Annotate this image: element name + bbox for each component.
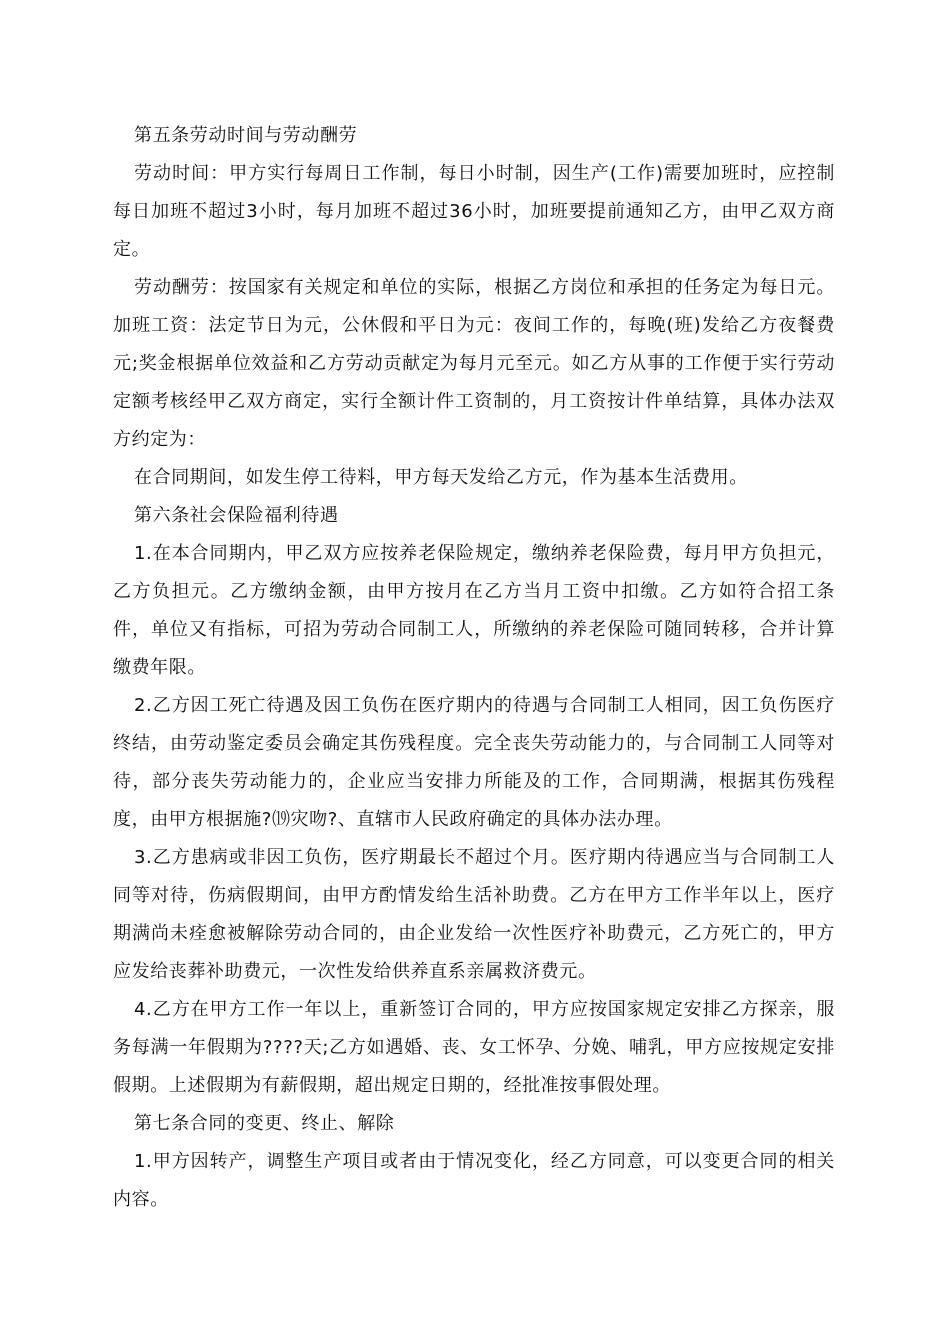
article-6-heading: 第六条社会保险福利待遇 [134, 505, 339, 526]
paragraph-work-stoppage: 在合同期间，如发生停工待料，甲方每天发给乙方元，作为基本生活费用。 [134, 467, 748, 488]
paragraph-holidays: 4.乙方在甲方工作一年以上，重新签订合同的，甲方应按国家规定安排乙方探亲，服务每满一年假期为????天;乙方如遇婚、丧、女工怀孕、分娩、哺乳，甲方应按规定安排假期。上述假期为有薪假期，超出规定日期的，经批准按事假处理。 [113, 999, 835, 1096]
paragraph-sick-leave: 3.乙方患病或非因工负伤，医疗期最长不超过个月。医疗期内待遇应当与合同制工人同等对待，伤病假期间，由甲方酌情发给生活补助费。乙方在甲方工作半年以上，医疗期满尚未痊愈被解除劳动合同的，由企业发给一次性医疗补助费元，乙方死亡的，甲方应发给丧葬补助费元，一次性发给供养直系亲属救济费元。 [113, 847, 835, 982]
article-7-heading: 第七条合同的变更、终止、解除 [134, 1113, 395, 1134]
paragraph-working-hours: 劳动时间：甲方实行每周日工作制，每日小时制，因生产(工作)需要加班时，应控制每日加班不超过3小时，每月加班不超过36小时，加班要提前通知乙方，由甲乙双方商定。 [113, 163, 835, 260]
article-5-heading: 第五条劳动时间与劳动酬劳 [134, 125, 358, 146]
paragraph-pension-insurance: 1.在本合同期内，甲乙双方应按养老保险规定，缴纳养老保险费，每月甲方负担元，乙方负担元。乙方缴纳金额，由甲方按月在乙方当月工资中扣缴。乙方如符合招工条件，单位又有指标，可招为劳动合同制工人，所缴纳的养老保险可随同转移，合并计算缴费年限。 [113, 543, 835, 678]
paragraph-remuneration: 劳动酬劳：按国家有关规定和单位的实际，根据乙方岗位和承担的任务定为每日元。加班工资：法定节日为元，公休假和平日为元：夜间工作的，每晚(班)发给乙方夜餐费元;奖金根据单位效益和乙方劳动贡献定为每月元至元。如乙方从事的工作便于实行劳动定额考核经甲乙双方商定，实行全额计件工资制的，月工资按计件单结算，具体办法双方约定为： [113, 277, 835, 450]
document-body [113, 117, 835, 1219]
paragraph-work-injury: 2.乙方因工死亡待遇及因工负伤在医疗期内的待遇与合同制工人相同，因工负伤医疗终结，由劳动鉴定委员会确定其伤残程度。完全丧失劳动能力的，与合同制工人同等对待，部分丧失劳动能力的，企业应当安排力所能及的工作，合同期满，根据其伤残程度，由甲方根据施?⒆灾吻?、直辖市人民政府确定的具体办法办理。 [113, 695, 835, 830]
paragraph-contract-change: 1.甲方因转产，调整生产项目或者由于情况变化，经乙方同意，可以变更合同的相关内容。 [113, 1151, 835, 1210]
